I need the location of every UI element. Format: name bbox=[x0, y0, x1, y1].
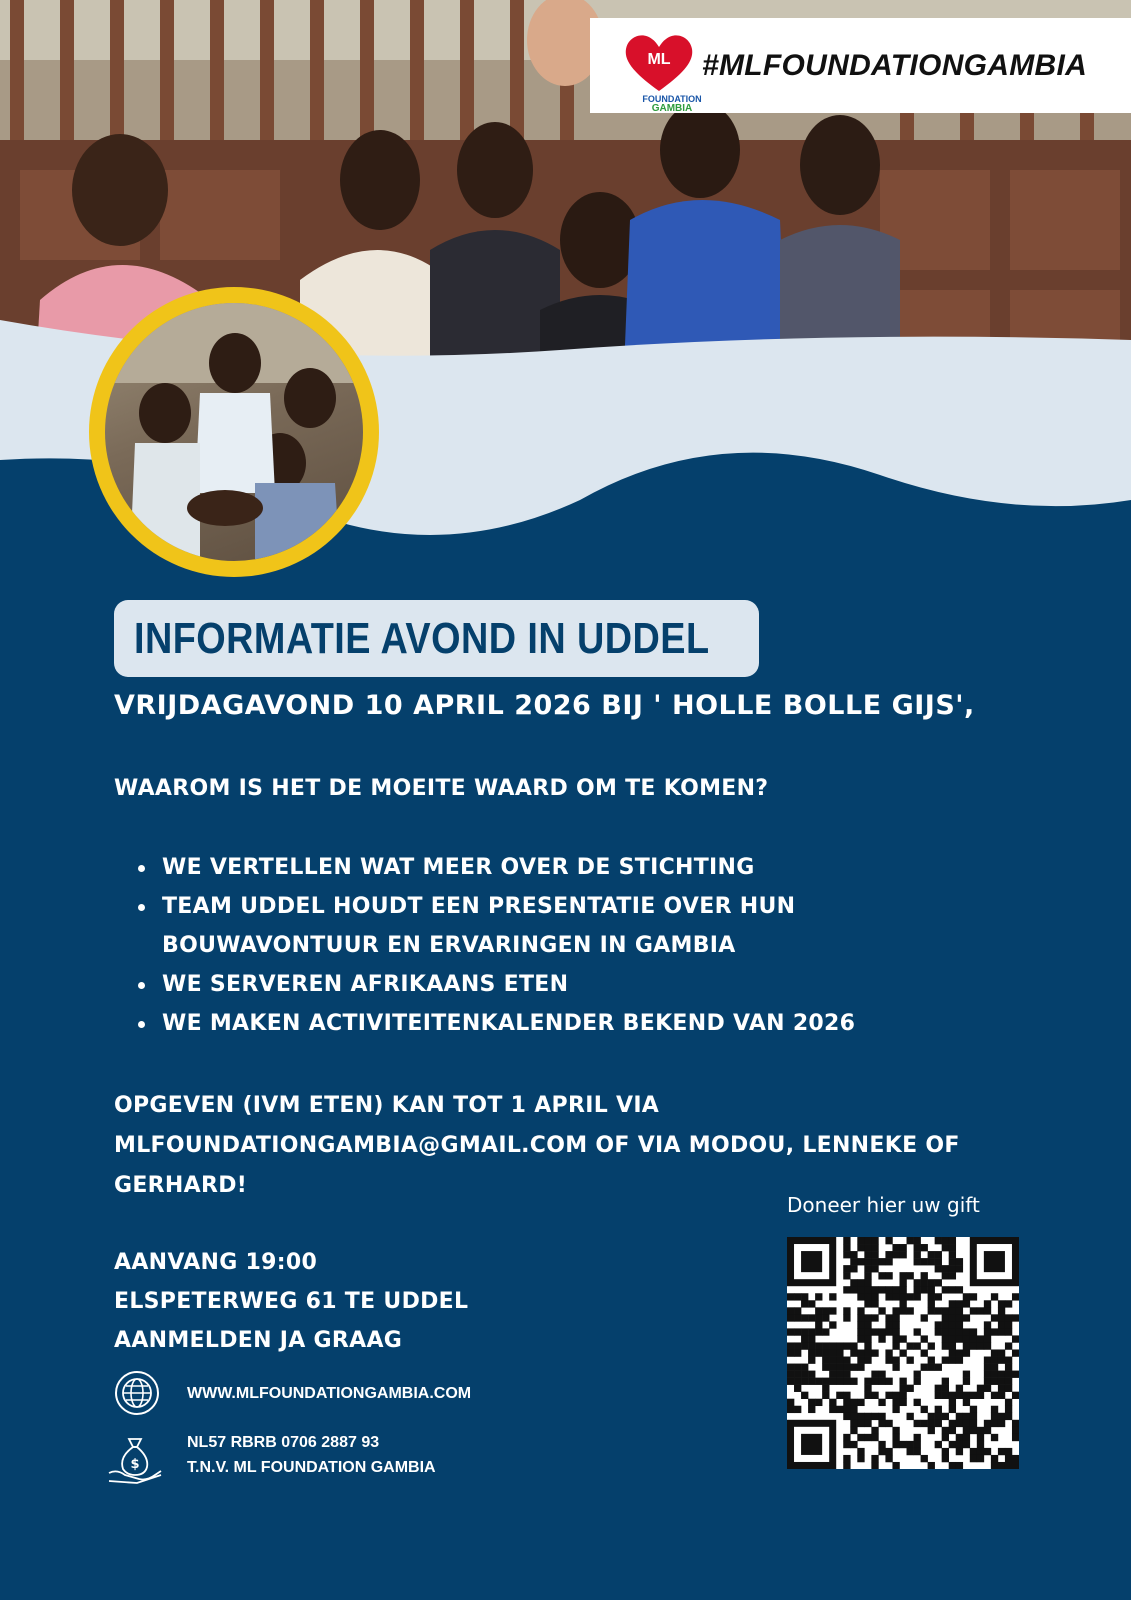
circle-photo-frame bbox=[89, 287, 379, 577]
svg-text:$: $ bbox=[130, 1457, 140, 1472]
question-heading: WAAROM IS HET DE MOEITE WAARD OM TE KOMEN? bbox=[114, 776, 769, 801]
list-item: WE VERTELLEN WAT MEER OVER DE STICHTING bbox=[138, 848, 855, 887]
page-title: INFORMATIE AVOND IN UDDEL bbox=[134, 614, 710, 663]
hashtag-banner bbox=[590, 18, 1131, 113]
list-item: WE SERVEREN AFRIKAANS ETEN bbox=[138, 965, 855, 1004]
reasons-list bbox=[138, 848, 855, 1043]
bank-iban: NL57 RBRB 0706 2887 93 bbox=[187, 1434, 380, 1451]
start-time: AANVANG 19:00 bbox=[114, 1250, 318, 1275]
hashtag-text: #MLFOUNDATIONGAMBIA bbox=[702, 48, 1088, 82]
list-item: TEAM UDDEL HOUDT EEN PRESENTATIE OVER HUN bbox=[138, 887, 855, 926]
website-link[interactable]: WWW.MLFOUNDATIONGAMBIA.COM bbox=[187, 1385, 472, 1402]
list-item: WE MAKEN ACTIVITEITENKALENDER BEKEND VAN 2026 bbox=[138, 1004, 855, 1043]
address: ELSPETERWEG 61 TE UDDEL bbox=[114, 1289, 469, 1314]
registration-note: AANMELDEN JA GRAAG bbox=[114, 1328, 403, 1353]
signup-info bbox=[114, 1086, 960, 1206]
logo-subtitle-foundation: FOUNDATION bbox=[642, 93, 702, 104]
logo-text: ML bbox=[647, 50, 671, 68]
bank-account-name: T.N.V. ML FOUNDATION GAMBIA bbox=[187, 1459, 436, 1476]
list-item-continuation: BOUWAVONTUUR EN ERVARINGEN IN GAMBIA bbox=[162, 933, 736, 958]
title-banner bbox=[114, 600, 759, 677]
logo-subtitle-gambia: GAMBIA bbox=[651, 102, 693, 114]
children-hands-photo bbox=[105, 303, 363, 561]
money-bag-icon bbox=[107, 1435, 163, 1485]
donate-label: Doneer hier uw gift bbox=[787, 1193, 980, 1217]
globe-icon bbox=[114, 1370, 160, 1416]
signup-email-line[interactable]: MLFOUNDATIONGAMBIA@GMAIL.COM OF VIA MODOU, LENNEKE OF bbox=[114, 1133, 960, 1158]
event-details bbox=[114, 1243, 468, 1360]
signup-line: OPGEVEN (IVM ETEN) KAN TOT 1 APRIL VIA bbox=[114, 1093, 660, 1118]
donation-qr-code[interactable] bbox=[787, 1237, 1019, 1469]
event-date: VRIJDAGAVOND 10 APRIL 2026 BIJ ' HOLLE BOLLE GIJS', bbox=[114, 690, 975, 721]
foundation-logo bbox=[612, 21, 702, 114]
signup-line: GERHARD! bbox=[114, 1173, 248, 1198]
